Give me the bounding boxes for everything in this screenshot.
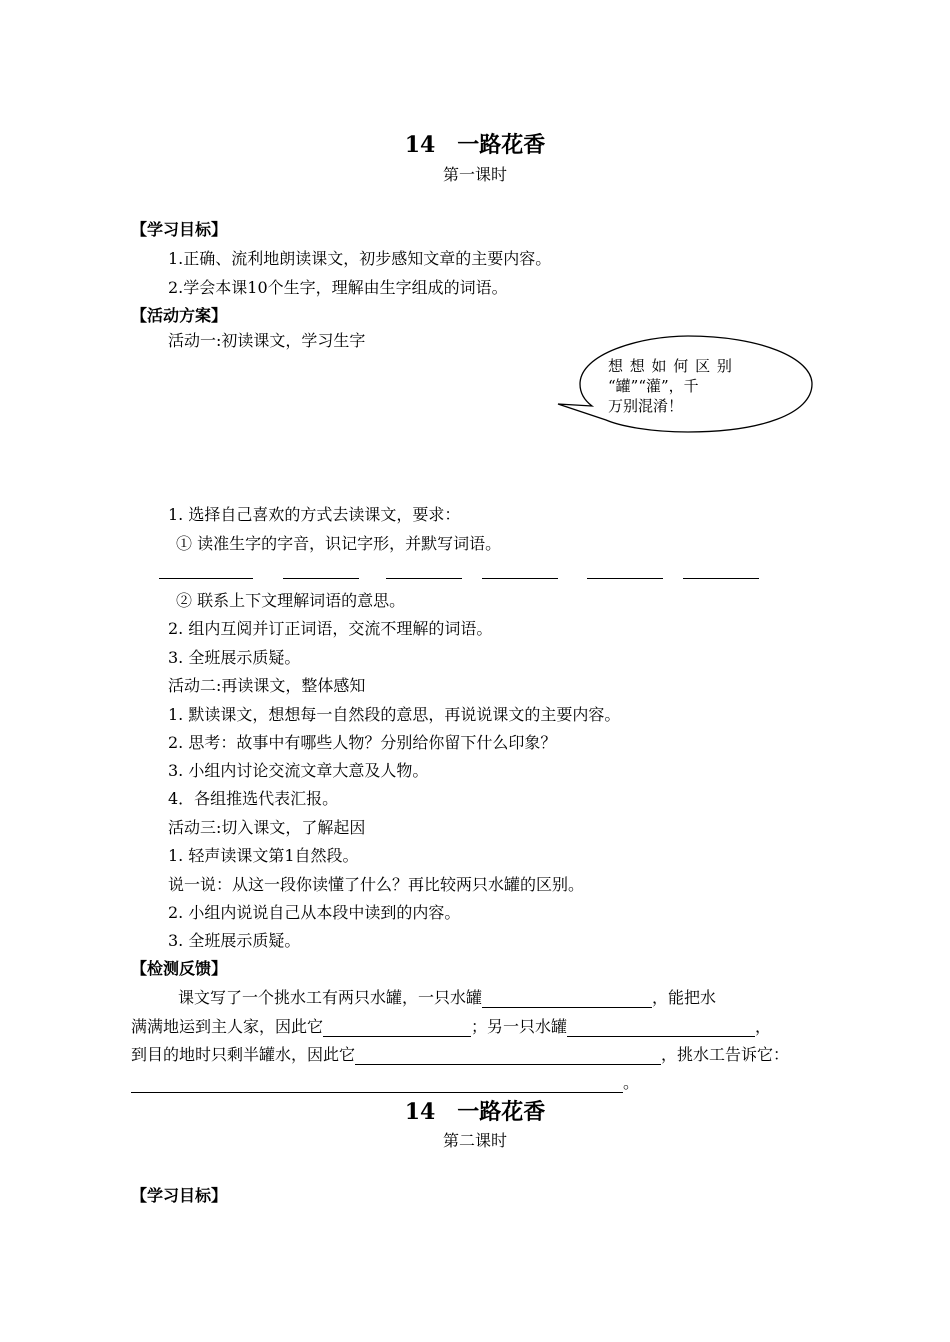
a2-item3: 3. 小组内讨论交流文章大意及人物。 xyxy=(168,761,429,780)
word-blank-1[interactable] xyxy=(159,578,253,579)
a3-say: 说一说：从这一段你读懂了什么？再比较两只水罐的区别。 xyxy=(168,875,585,894)
fb-blank-5[interactable] xyxy=(131,1074,623,1093)
callout-line-3: 万别混淆！ xyxy=(608,397,684,415)
fb-line1-text-b: ，能把水 xyxy=(652,988,717,1007)
a3-item3: 3. 全班展示质疑。 xyxy=(168,931,301,950)
lesson1-subtitle: 第一课时 xyxy=(442,165,507,184)
feedback-line-2 xyxy=(131,1017,771,1037)
word-blank-5[interactable] xyxy=(587,578,663,579)
activity3-title: 活动三:切入课文，了解起因 xyxy=(168,818,366,837)
a3-item1: 1. 轻声读课文第1自然段。 xyxy=(168,846,359,865)
word-blank-4[interactable] xyxy=(482,578,558,579)
a1-req2: ② 联系上下文理解词语的意思。 xyxy=(176,591,406,610)
fb-blank-1[interactable] xyxy=(482,989,652,1008)
a1-item1: 1. 选择自己喜欢的方式去读课文，要求： xyxy=(168,505,461,524)
lesson1-title: 14 一路花香 xyxy=(404,132,546,158)
activity2-title: 活动二:再读课文，整体感知 xyxy=(168,676,366,695)
fb-line4-end: 。 xyxy=(623,1073,640,1092)
fb-blank-4[interactable] xyxy=(355,1046,661,1065)
objective-2: 2.学会本课10个生字，理解由生字组成的词语。 xyxy=(168,278,508,297)
callout-line-2: “罐”“灌”，千 xyxy=(608,377,699,395)
fb-line2-text-c: ， xyxy=(755,1017,772,1036)
a2-item2: 2. 思考：故事中有哪些人物？分别给你留下什么印象？ xyxy=(168,733,557,752)
feedback-line-1 xyxy=(178,988,716,1008)
feedback-heading: 【检测反馈】 xyxy=(131,959,228,978)
a3-item2: 2. 小组内说说自己从本段中读到的内容。 xyxy=(168,903,461,922)
lesson2-subtitle: 第二课时 xyxy=(442,1131,507,1150)
lesson2-title: 14 一路花香 xyxy=(404,1099,546,1125)
a1-item2: 2. 组内互阅并订正词语，交流不理解的词语。 xyxy=(168,619,493,638)
a2-item4: 4．各组推选代表汇报。 xyxy=(168,789,339,808)
activity1-title: 活动一:初读课文，学习生字 xyxy=(168,331,366,350)
fb-line1-text-a: 课文写了一个挑水工有两只水罐，一只水罐 xyxy=(178,988,483,1007)
fb-line2-text-b: ；另一只水罐 xyxy=(471,1017,568,1036)
word-blank-6[interactable] xyxy=(683,578,759,579)
feedback-line-3 xyxy=(131,1045,789,1065)
objectives-heading: 【学习目标】 xyxy=(131,220,228,239)
objective-1: 1.正确、流利地朗读课文，初步感知文章的主要内容。 xyxy=(168,249,552,268)
word-blank-3[interactable] xyxy=(386,578,462,579)
fb-line2-text-a: 满满地运到主人家，因此它 xyxy=(131,1017,324,1036)
lesson2-objectives-heading: 【学习目标】 xyxy=(131,1186,228,1205)
fb-line3-text-a: 到目的地时只剩半罐水，因此它 xyxy=(131,1045,356,1064)
feedback-line-4 xyxy=(131,1073,639,1093)
word-blank-2[interactable] xyxy=(283,578,359,579)
callout-text xyxy=(608,356,768,416)
a1-req1: ① 读准生字的字音，识记字形，并默写词语。 xyxy=(176,534,502,553)
fb-blank-2[interactable] xyxy=(323,1018,471,1037)
fb-blank-3[interactable] xyxy=(567,1018,755,1037)
a2-item1: 1. 默读课文，想想每一自然段的意思，再说说课文的主要内容。 xyxy=(168,705,621,724)
fb-line3-text-b: ，挑水工告诉它： xyxy=(661,1045,790,1064)
a1-item3: 3. 全班展示质疑。 xyxy=(168,648,301,667)
callout-line-1: 想 想 如 何 区 别 xyxy=(608,357,733,375)
activities-heading: 【活动方案】 xyxy=(131,306,228,325)
